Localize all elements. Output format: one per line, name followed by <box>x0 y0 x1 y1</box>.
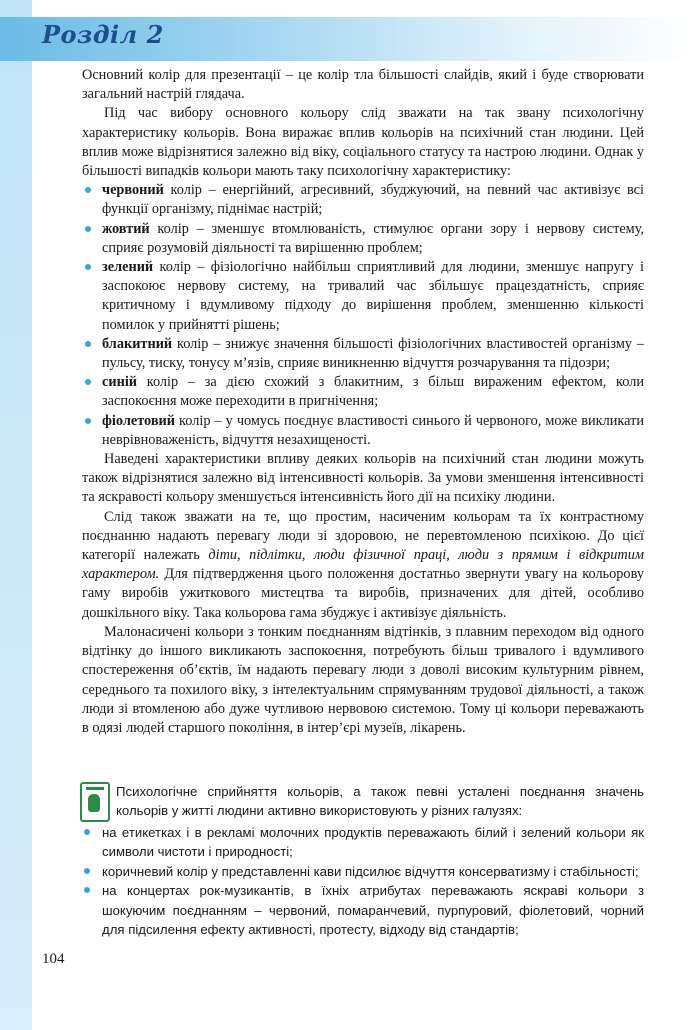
color-description: колір – знижує значення більшості фізіологічних властивостей організму – пульсу, тиску, тонусу м’язів, сприяє виникненню відчуття розчарування та підозри; <box>102 335 644 372</box>
color-term: синій <box>102 374 138 391</box>
paragraph-5: Малонасичені кольори з тонким поєднанням відтінків, з плавним переходом від одного відтінку до іншого викликають заспокоєння, потребують більш тривалого і вдумливого спостереження об’єктів, їм надають перевагу люди з доволі високим культурним рівнем, середнього та похилого віку, з інтелектуальним спрямуванням трудової діяльності, а також люди зі втомленою або дуже чутливою нервовою системою. Тому ці кольори переважають в одязі людей старшого покоління, в інтер’єрі музеїв, лікарень. <box>82 623 644 736</box>
color-description: колір – за дією схожий з блакитним, з більш вираженим ефектом, коли заспокоєння може переходити в пригнічення; <box>102 374 644 410</box>
note-item-text: на концертах рок-музикантів, в їхніх атрибутах переважають яскраві кольори з шокуючим поєднанням – червоний, помаранчевий, пурпуровий, фіолетовий, чорний для підсилення ефекту активності, протесту, відходу від стандартів; <box>102 883 644 938</box>
side-decoration-bar <box>0 0 32 1030</box>
main-text <box>82 66 644 738</box>
list-item <box>80 862 644 881</box>
bullet-icon <box>85 226 91 232</box>
list-item <box>82 220 644 258</box>
paragraph-2: Під час вибору основного кольору слід зважати на так звану психологічну характеристику кольорів. Вона виражає вплив кольорів на психічний стан людини. Цей вплив може відрізнятися залежно від віку, соціального статусу та настрою людини. Однак у більшості випадків кольори мають таку психологічну характеристику: <box>82 105 644 180</box>
list-item <box>80 881 644 939</box>
color-term: фіолетовий <box>102 412 176 429</box>
paragraph-4-end: Для підтвердження цього положення достатньо звернути увагу на кольорову гаму виробів ужиткового мистецтва та виробів, призначених для дітей, особливо дошкільного віку. Така кольорова гама збуджує і активізує діяльність. <box>82 566 644 621</box>
list-item <box>82 412 644 450</box>
icon-line <box>86 787 104 790</box>
bullet-icon <box>84 887 90 893</box>
paragraph-1: Основний колір для презентації – це колір тла більшості слайдів, який і буде створювати загальний настрій глядача. <box>82 67 644 103</box>
list-item <box>82 181 644 219</box>
paragraph-3: Наведені характеристики впливу деяких кольорів на психічний стан людини можуть також відрізнятися залежно від інтенсивності кольорів. За умови зменшення інтенсивності та яскравості кольору зменшується інтенсивність його дії на психіку людини. <box>82 451 644 506</box>
note-item-text: на етикетках і в рекламі молочних продуктів переважають білий і зелений кольори як символи чистоти і природності; <box>102 825 644 860</box>
list-item <box>80 823 644 862</box>
icon-hand-shape <box>88 794 100 812</box>
pointing-hand-icon <box>80 782 110 822</box>
note-item-text: коричневий колір у представленні кави підсилює відчуття консерватизму і стабільності; <box>102 863 639 879</box>
color-term: блакитний <box>102 335 173 352</box>
bullet-icon <box>85 264 91 270</box>
color-term: червоний <box>102 182 164 199</box>
bullet-icon <box>84 868 90 874</box>
color-term: зелений <box>102 259 154 276</box>
note-list <box>80 823 644 939</box>
bullet-icon <box>85 341 91 347</box>
color-description: колір – зменшує втомлюваність, стимулює органи зору і нервову систему, сприяє розумовій діяльності та вирішенню проблем; <box>102 220 644 256</box>
color-description: колір – фізіологічно найбільш сприятливий для людини, зменшує напругу і заспокоює нервову систему, на тривалий час збільшує працездатність, сприяє критичному і вдумливому підходу до вирішення проблем, зменшенню кількості помилок у прийнятті рішень; <box>102 259 644 333</box>
bullet-icon <box>85 418 91 424</box>
color-description: колір – енергійний, агресивний, збуджуючий, на певний час активізує всі функції організму, піднімає настрій; <box>102 182 644 218</box>
paragraph-4-emphasis: діти, підлітки, люди фізичної праці, люди з прямим і відкритим характером. <box>82 547 644 583</box>
color-term: жовтий <box>102 220 150 237</box>
bullet-icon <box>85 187 91 193</box>
note-intro: Психологічне сприйняття кольорів, а також певні усталені поєднання значень кольорів у житті людини активно використовують у різних галузях: <box>116 784 644 819</box>
bullet-icon <box>84 829 90 835</box>
color-characteristics-list <box>82 181 644 450</box>
bullet-icon <box>85 379 91 385</box>
list-item <box>82 258 644 335</box>
color-description: колір – у чомусь поєднує властивості синього й червоного, може викликати неврівноваженість, відчуття незахищеності. <box>102 412 644 448</box>
paragraph-4 <box>82 508 644 623</box>
page-number: 104 <box>42 951 65 967</box>
list-item <box>82 373 644 411</box>
paragraph-4-start: Слід також зважати на те, що простим, насиченим кольорам та їх контрастному поєднанню надають перевагу люди зі здоровою, не перевтомленою психікою. До цієї категорії належать <box>82 508 644 564</box>
section-title: Розділ 2 <box>42 20 164 49</box>
list-item <box>82 335 644 373</box>
